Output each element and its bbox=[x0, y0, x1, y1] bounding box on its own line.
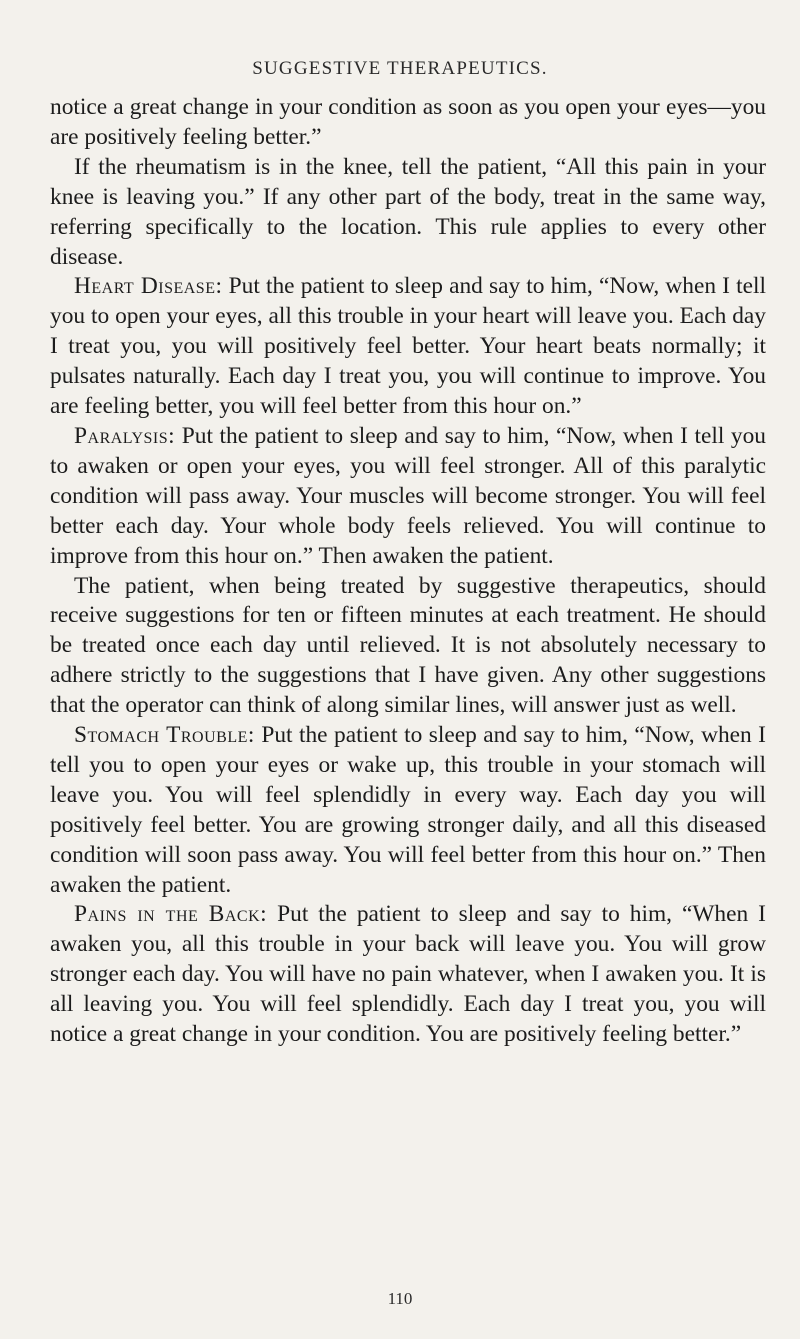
paragraph-rheumatism-knee bbox=[50, 153, 766, 273]
paragraph-treatment-note bbox=[50, 572, 766, 722]
paragraph-heart-disease bbox=[50, 272, 766, 422]
section-heading: Pains in the Back: bbox=[74, 901, 268, 928]
paragraph-text: If the rheumatism is in the knee, tell the patient, “All this pain in your knee is leaving you.” If any other part of the body, treat in the same way, referring specifically to the location. This rule applies to every other disease. bbox=[50, 153, 766, 270]
section-heading: Heart Disease: bbox=[74, 273, 223, 300]
paragraph-continuation bbox=[50, 93, 766, 153]
page-body bbox=[50, 93, 766, 1050]
paragraph-text: The patient, when being treated by suggestive therapeutics, should receive suggestions for ten or fifteen minutes at each treatment. He should be treated once each day until relieved. It is not absolutely necessary to adhere strictly to the suggestions that I have given. Any other suggestions that the operator can think of along similar lines, will answer just as well. bbox=[50, 572, 766, 719]
paragraph-paralysis bbox=[50, 422, 766, 572]
paragraph-text: notice a great change in your condition as soon as you open your eyes—you are positively feeling better.” bbox=[50, 94, 766, 150]
paragraph-text: Put the patient to sleep and say to him, “When I awaken you, all this trouble in your back will leave you. You will grow stronger each day. You will have no pain whatever, when I awaken you. It is all leaving you. You will feel splendidly. Each day I treat you, you will notice a great change in your condition. You are positively feeling better.” bbox=[50, 901, 766, 1048]
section-heading: Stomach Trouble: bbox=[74, 722, 255, 749]
paragraph-text: Put the patient to sleep and say to him, “Now, when I tell you to open your eyes or wake up, this trouble in your stomach will leave you. You will feel splendidly in every way. Each day you will positively feel better. You are growing stronger daily, and all this diseased condition will soon pass away. You will feel better from this hour on.” Then awaken the patient. bbox=[50, 722, 766, 898]
page-number: 110 bbox=[387, 1289, 413, 1308]
running-header: SUGGESTIVE THERAPEUTICS. bbox=[252, 58, 548, 79]
paragraph-pains-back bbox=[50, 900, 766, 1050]
paragraph-stomach-trouble bbox=[50, 721, 766, 900]
paragraph-text: Put the patient to sleep and say to him, “Now, when I tell you to open your eyes, all this trouble in your heart will leave you. Each day I treat you, you will positively feel better. Your heart beats normally; it pulsates naturally. Each day I treat you, you will continue to improve. You are feeling better, you will feel better from this hour on.” bbox=[50, 273, 767, 420]
section-heading: Paralysis: bbox=[74, 422, 176, 449]
paragraph-text: Put the patient to sleep and say to him, “Now, when I tell you to awaken or open your eyes, you will feel stronger. All of this paralytic condition will pass away. Your muscles will become stronger. You will feel better each day. Your whole body feels relieved. You will continue to improve from this hour on.” Then awaken the patient. bbox=[50, 422, 766, 569]
